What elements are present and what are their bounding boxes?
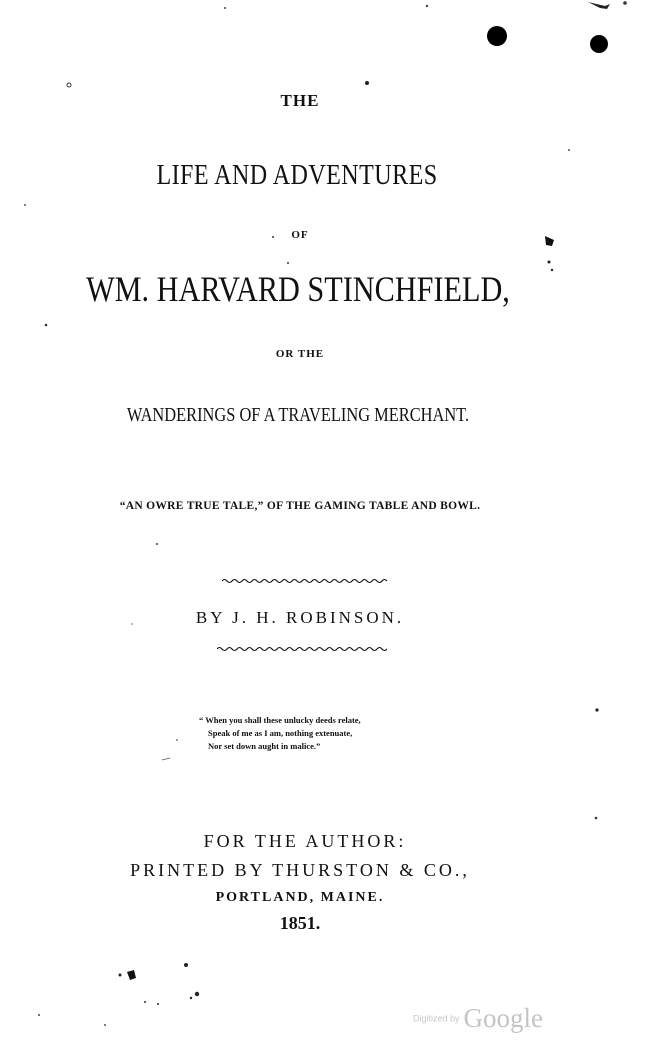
digitized-watermark <box>413 1003 543 1034</box>
title-of: OF <box>291 229 309 241</box>
title-life-and-adventures: LIFE AND ADVENTURES <box>156 160 438 191</box>
wavy-rule-top <box>222 578 388 584</box>
imprint-printer: PRINTED BY THURSTON & CO., <box>130 860 470 880</box>
author-line: BY J. H. ROBINSON. <box>195 608 405 627</box>
title-the: THE <box>280 91 320 110</box>
epigraph-line-3: Nor set down aught in malice.” <box>208 741 321 751</box>
digitized-by-label: Digitized by <box>413 1013 460 1024</box>
epigraph-line-1: “ When you shall these unlucky deeds relate, <box>199 715 361 725</box>
google-logo-text: Google <box>463 1003 544 1033</box>
imprint-for-the-author: FOR THE AUTHOR: <box>203 831 407 851</box>
title-subtitle: WANDERINGS OF A TRAVELING MERCHANT. <box>126 404 470 426</box>
epigraph <box>199 714 361 753</box>
imprint-place: PORTLAND, MAINE. <box>215 890 385 905</box>
wavy-rule-bottom <box>217 646 387 652</box>
title-or-the: OR THE <box>275 348 325 360</box>
title-tale: “AN OWRE TRUE TALE,” OF THE GAMING TABLE AND BOWL. <box>119 500 481 512</box>
title-name: WM. HARVARD STINCHFIELD, <box>86 269 510 309</box>
epigraph-line-2: Speak of me as I am, nothing extenuate, <box>208 728 353 738</box>
imprint-year: 1851. <box>279 913 321 933</box>
